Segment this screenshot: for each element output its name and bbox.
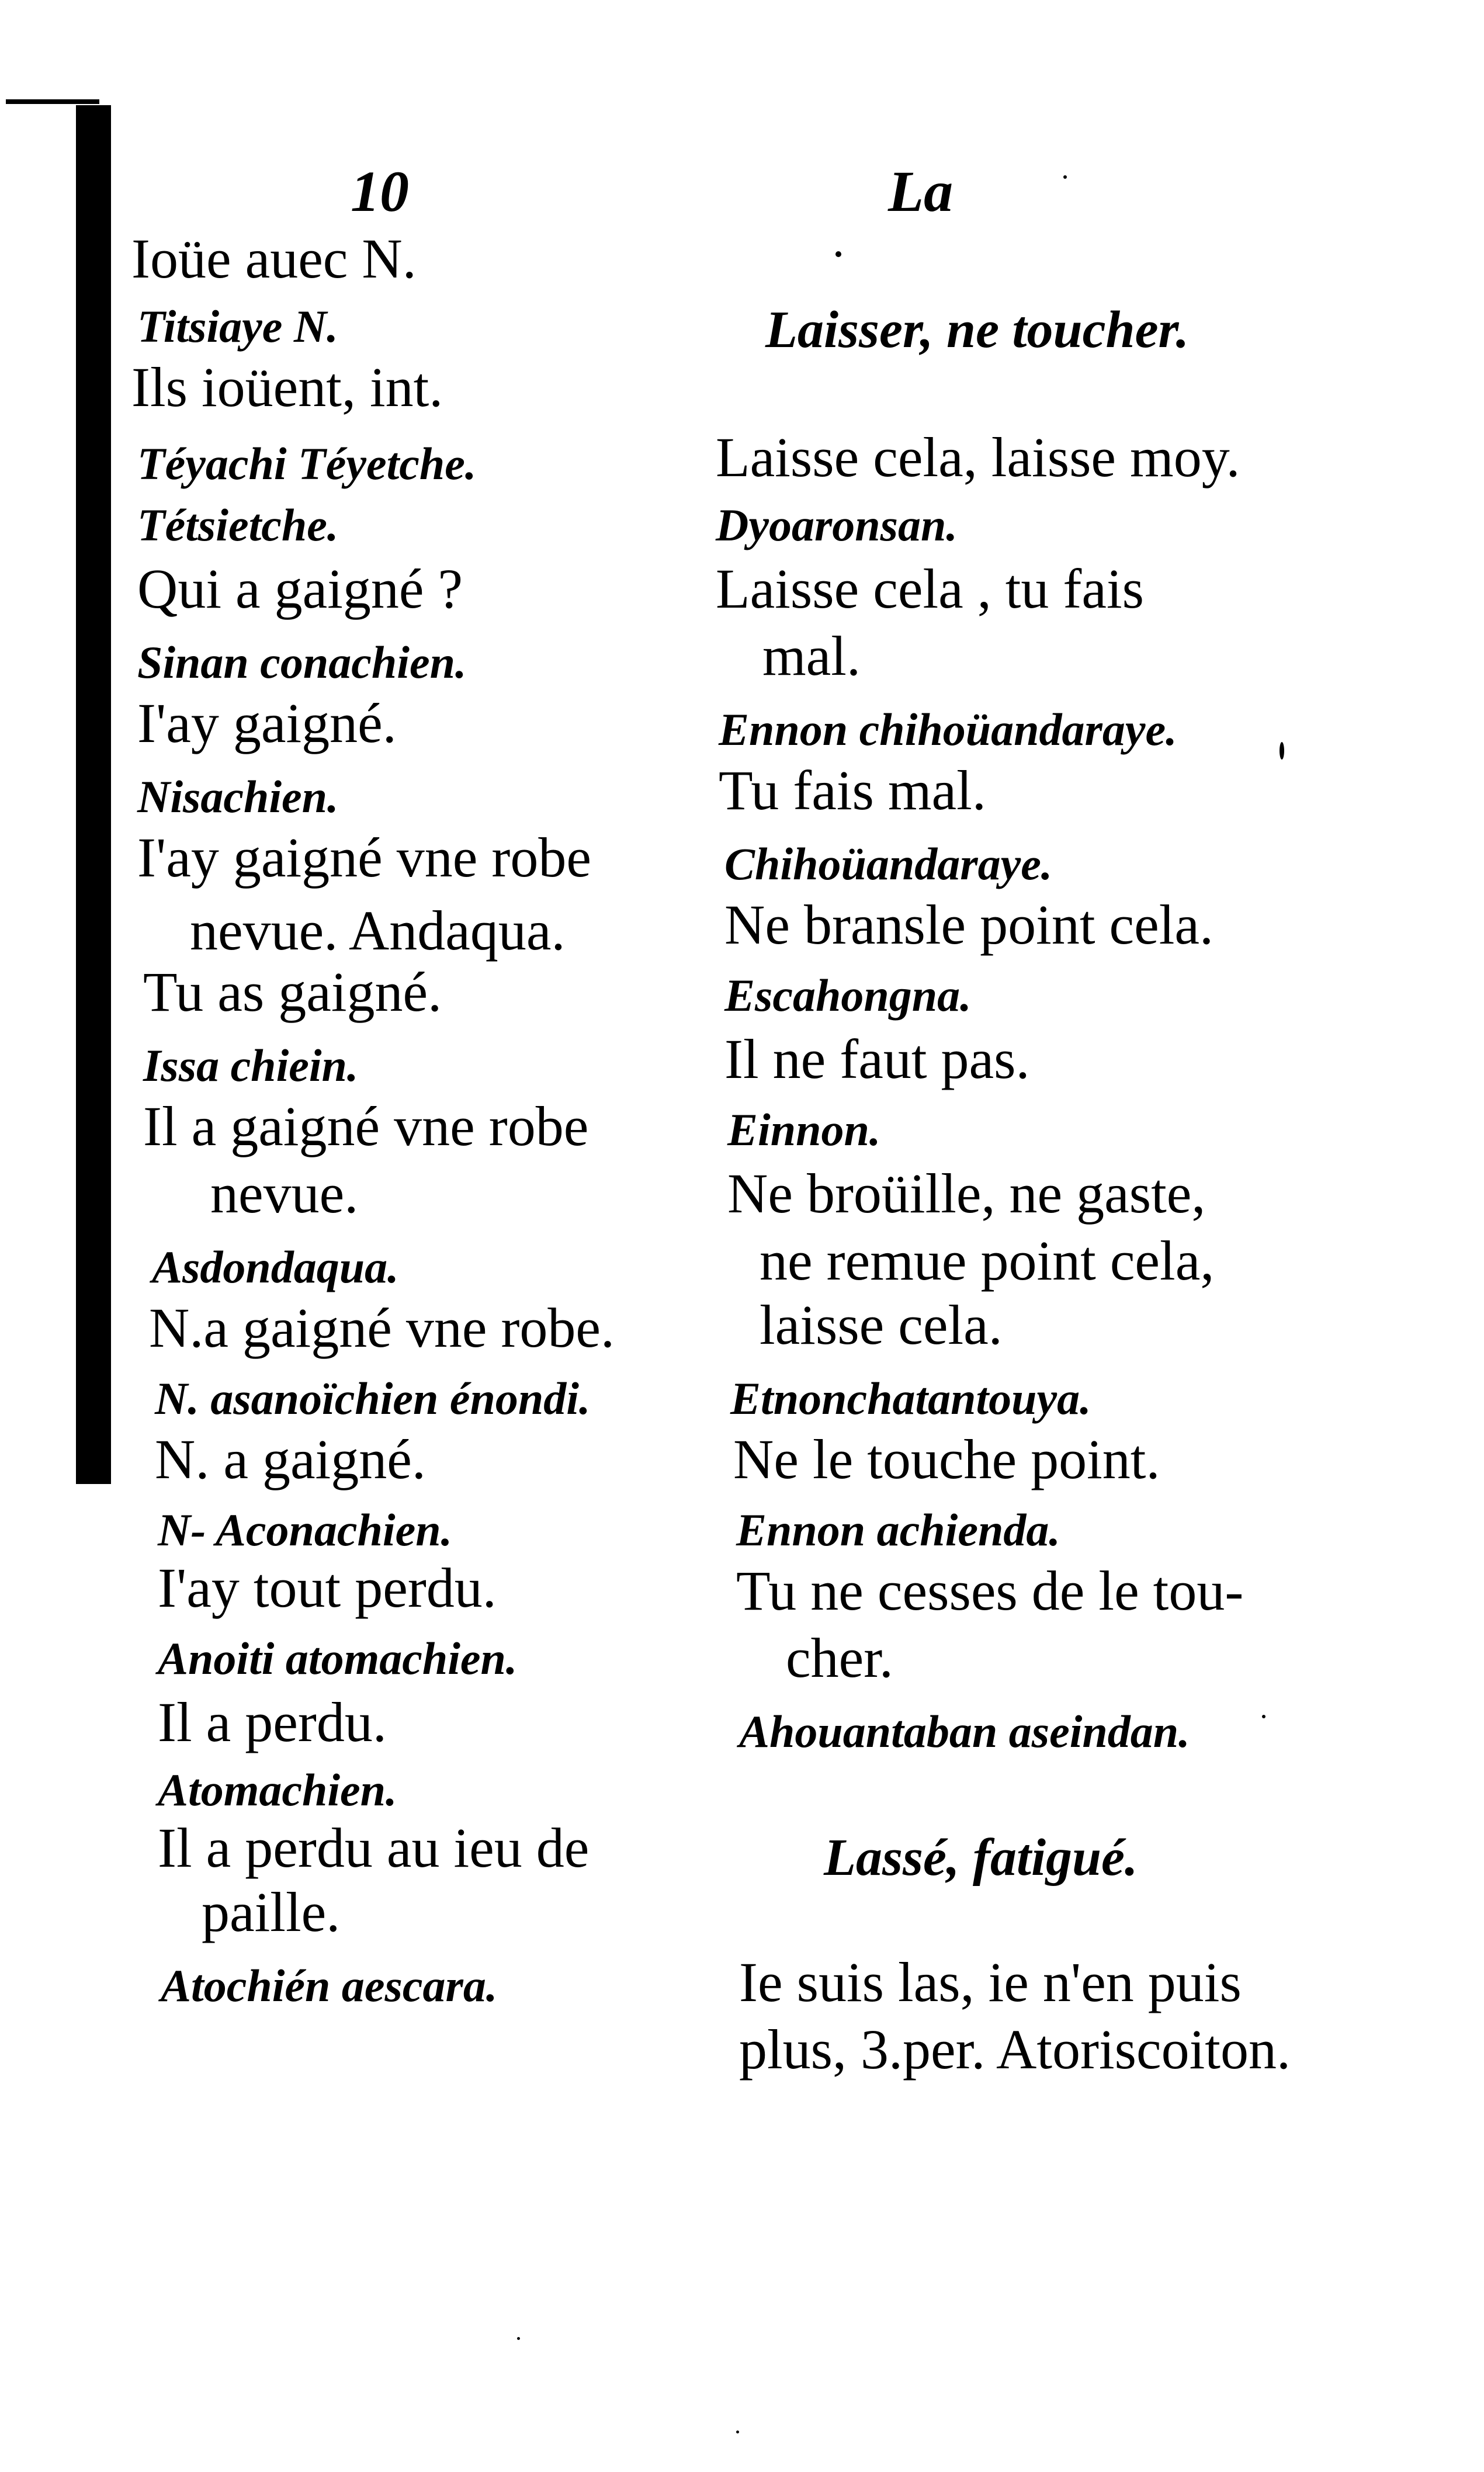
right-line-6: Tu fais mal. (719, 759, 986, 821)
left-line-21: I'ay tout perdu. (158, 1556, 497, 1619)
right-line-15: Etnonchatantouya. (730, 1373, 1091, 1424)
right-line-8: Ne bransle point cela. (724, 893, 1213, 956)
left-line-19: N. a gaigné. (155, 1428, 426, 1490)
right-line-1: Laisse cela, laisse moy. (716, 426, 1240, 488)
ink-speck (1063, 175, 1067, 179)
left-line-20: N- Aconachien. (158, 1504, 453, 1555)
right-line-3: Laisse cela , tu fais (716, 557, 1145, 620)
ink-speck (736, 2431, 739, 2433)
left-line-22: Anoiti atomachien. (158, 1633, 518, 1684)
left-line-11: nevue. Andaqua. (190, 899, 566, 962)
left-line-3: Ils ioüent, int. (131, 356, 443, 418)
left-line-16: Asdondaqua. (152, 1242, 399, 1292)
right-line-17: Ennon achienda. (736, 1504, 1060, 1555)
ink-speck (1262, 1715, 1265, 1718)
left-line-1: Ioüe auec N. (131, 227, 417, 290)
right-line-14: laisse cela. (760, 1294, 1003, 1356)
right-line-11: Einnon. (727, 1104, 881, 1155)
left-line-7: Sinan conachien. (137, 637, 467, 688)
left-line-26: paille. (202, 1881, 341, 1943)
binding-edge (76, 105, 111, 1484)
left-line-8: I'ay gaigné. (137, 692, 397, 754)
left-line-5: Tétsietche. (137, 500, 339, 550)
left-line-14: Il a gaigné vne robe (143, 1095, 589, 1157)
right-line-18: Tu ne cesses de le tou- (736, 1559, 1244, 1622)
right-line-20: Ahouantaban aseindan. (739, 1706, 1190, 1757)
right-line-21: Ie suis las, ie n'en puis (739, 1951, 1242, 2013)
right-line-12: Ne broüille, ne gaste, (727, 1162, 1206, 1225)
right-line-13: ne remue point cela, (760, 1229, 1215, 1292)
right-line-19: cher. (786, 1627, 893, 1689)
left-line-12: Tu as gaigné. (143, 961, 442, 1023)
left-line-4: Téyachi Téyetche. (137, 438, 477, 489)
right-line-9: Escahongna. (724, 970, 972, 1021)
right-line-22: plus, 3.per. Atoriscoiton. (739, 2018, 1291, 2081)
left-line-23: Il a perdu. (158, 1691, 387, 1753)
right-line-7: Chihoüandaraye. (724, 838, 1053, 889)
left-line-13: Issa chiein. (143, 1040, 359, 1091)
left-line-17: N.a gaigné vne robe. (149, 1296, 615, 1359)
section-heading-lasse: Lassé, fatigué. (824, 1829, 1138, 1887)
section-heading-laisser: Laisser, ne toucher. (765, 301, 1190, 359)
left-line-24: Atomachien. (158, 1764, 397, 1815)
left-line-10: I'ay gaigné vne robe (137, 826, 591, 889)
right-line-10: Il ne faut pas. (724, 1028, 1030, 1090)
running-header: La (888, 159, 953, 224)
left-line-15: nevue. (210, 1162, 359, 1225)
left-line-9: Nisachien. (137, 771, 339, 822)
top-rule (6, 99, 99, 104)
left-line-6: Qui a gaigné ? (137, 557, 463, 620)
left-line-2: Titsiaye N. (137, 301, 338, 352)
right-line-16: Ne le touche point. (733, 1428, 1160, 1490)
ink-speck (835, 251, 841, 257)
right-line-5: Ennon chihoüandaraye. (719, 704, 1177, 755)
left-line-25: Il a perdu au ieu de (158, 1816, 590, 1879)
ink-speck (517, 2337, 520, 2340)
left-line-27: Atochién aescara. (161, 1960, 498, 2011)
right-line-2: Dyoaronsan. (716, 500, 958, 550)
ink-speck (1280, 742, 1284, 760)
left-line-18: N. asanoïchien énondi. (155, 1373, 591, 1424)
page-number: 10 (351, 159, 409, 224)
right-line-4: mal. (762, 625, 861, 687)
